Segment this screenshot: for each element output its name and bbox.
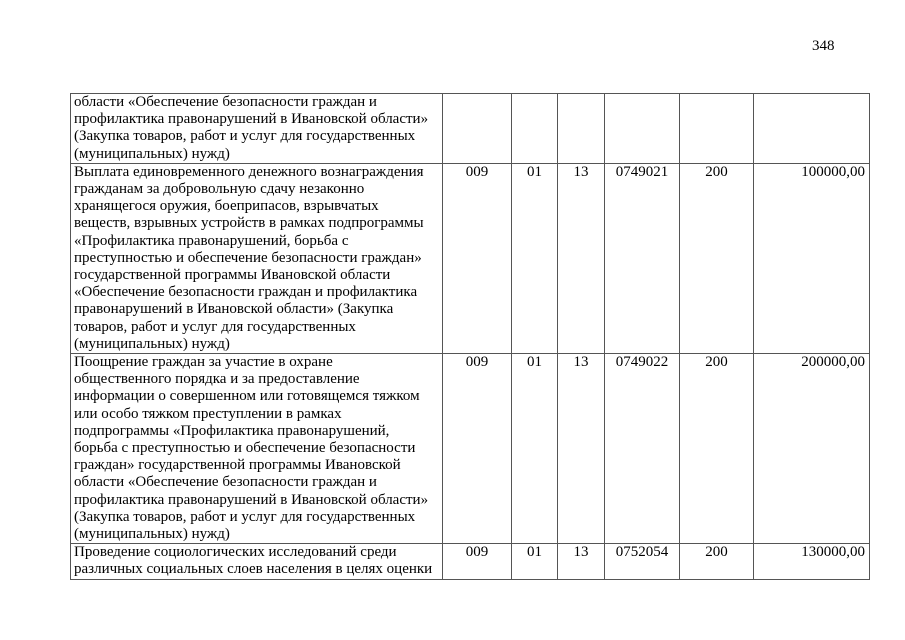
cell-section: 01 [512,354,558,544]
cell-description: области «Обеспечение безопасности граждан и профилактика правонарушений в Ивановской области» (Закупка товаров, работ и услуг для государственных (муниципальных) нужд) [71,94,443,164]
cell-amount: 100000,00 [754,163,870,353]
cell-subsection: 13 [558,544,605,579]
cell-type: 200 [680,354,754,544]
cell-target: 0752054 [605,544,680,579]
cell-type: 200 [680,163,754,353]
cell-target [605,94,680,164]
cell-subsection: 13 [558,163,605,353]
cell-ministry [443,94,512,164]
table-row [71,163,870,353]
cell-section: 01 [512,163,558,353]
cell-section: 01 [512,544,558,579]
cell-subsection: 13 [558,354,605,544]
cell-description: Поощрение граждан за участие в охране общественного порядка и за предоставление информации о совершенном или готовящемся тяжком или особо тяжком преступлении в рамках подпрограммы «Профилактика правонарушений, борьба с преступностью и обеспечение безопасности граждан» государственной программы Ивановской области «Обеспечение безопасности граждан и профилактика правонарушений в Ивановской области» (Закупка товаров, работ и услуг для государственных (муниципальных) нужд) [71,354,443,544]
budget-table [70,93,870,580]
cell-type [680,94,754,164]
cell-type: 200 [680,544,754,579]
cell-section [512,94,558,164]
table-row [71,354,870,544]
cell-ministry: 009 [443,544,512,579]
cell-description: Проведение социологических исследований среди различных социальных слоев населения в целях оценки [71,544,443,579]
cell-subsection [558,94,605,164]
cell-ministry: 009 [443,163,512,353]
cell-amount: 130000,00 [754,544,870,579]
cell-target: 0749021 [605,163,680,353]
cell-description: Выплата единовременного денежного вознаграждения гражданам за добровольную сдачу незаконно хранящегося оружия, боеприпасов, взрывчатых веществ, взрывных устройств в рамках подпрограммы «Профилактика правонарушений, борьба с преступностью и обеспечение безопасности граждан» государственной программы Ивановской области «Обеспечение безопасности граждан и профилактика правонарушений в Ивановской области» (Закупка товаров, работ и услуг для государственных (муниципальных) нужд) [71,163,443,353]
cell-amount [754,94,870,164]
page-number: 348 [812,38,835,54]
cell-ministry: 009 [443,354,512,544]
table-row [71,544,870,579]
cell-target: 0749022 [605,354,680,544]
cell-amount: 200000,00 [754,354,870,544]
table-row [71,94,870,164]
